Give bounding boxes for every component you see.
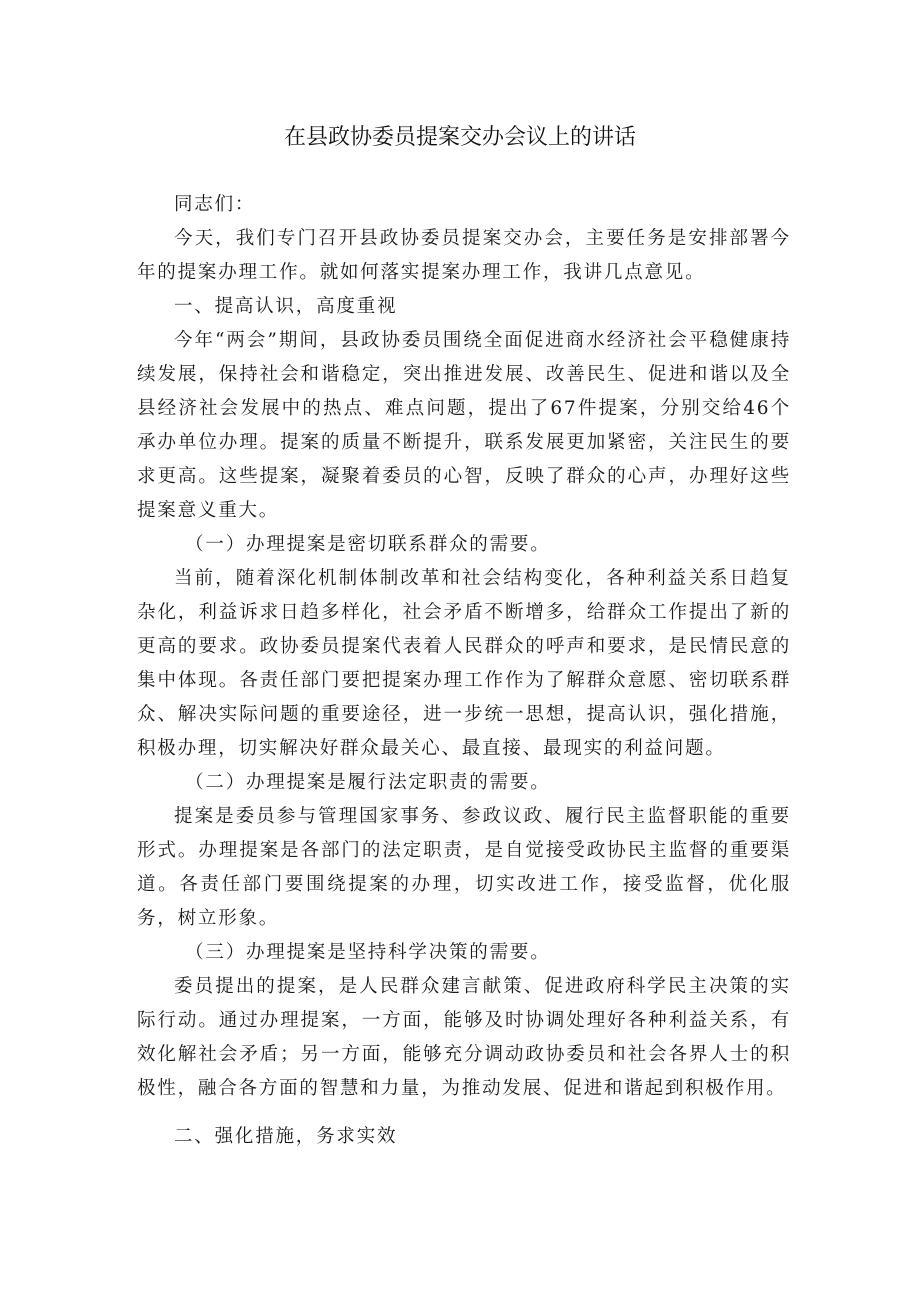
- paragraph-subheading-3: 委员提出的提案，是人民群众建言献策、促进政府科学民主决策的实际行动。通过办理提案，一方面，能够及时协调处理好各种利益关系，有效化解社会矛盾；另一方面，能够充分调动政协委员和社会各界人士的积极性，融合各方面的智慧和力量，为推动发展、促进和谐起到积极作用。: [137, 976, 791, 1099]
- document-body: [137, 188, 791, 1154]
- subheading-3: （三）办理提案是坚持科学决策的需要。: [185, 942, 551, 963]
- paragraph-subheading-2: 提案是委员参与管理国家事务、参政议政、履行民主监督职能的重要形式。办理提案是各部门的法定职责，是自觉接受政协民主监督的重要渠道。各责任部门要围绕提案的办理，切实改进工作，接受监督，优化服务，树立形象。: [137, 806, 791, 929]
- subheading-2: （二）办理提案是履行法定职责的需要。: [185, 772, 551, 793]
- document-title: 在县政协委员提案交办会议上的讲话: [283, 125, 636, 150]
- paragraph-intro: 今天，我们专门召开县政协委员提案交办会，主要任务是安排部署今年的提案办理工作。就如何落实提案办理工作，我讲几点意见。: [137, 228, 791, 283]
- salutation: 同志们：: [174, 194, 256, 215]
- subheading-1: （一）办理提案是密切联系群众的需要。: [185, 534, 551, 555]
- section-heading-2: 二、强化措施，务求实效: [174, 1126, 398, 1147]
- paragraph-subheading-1: 当前，随着深化机制体制改革和社会结构变化，各种利益关系日趋复杂化，利益诉求日趋多样化，社会矛盾不断增多，给群众工作提出了新的更高的要求。政协委员提案代表着人民群众的呼声和要求，是民情民意的集中体现。各责任部门要把提案办理工作作为了解群众意愿、密切联系群众、解决实际问题的重要途径，进一步统一思想，提高认识，强化措施，积极办理，切实解决好群众最关心、最直接、最现实的利益问题。: [137, 568, 791, 759]
- section-heading-1: 一、提高认识，高度重视: [174, 296, 398, 317]
- paragraph-background: 今年“两会”期间，县政协委员围绕全面促进商水经济社会平稳健康持续发展，保持社会和谐稳定，突出推进发展、改善民生、促进和谐以及全县经济社会发展中的热点、难点问题，提出了67件提案，分别交给46个承办单位办理。提案的质量不断提升，联系发展更加紧密，关注民生的要求更高。这些提案，凝聚着委员的心智，反映了群众的心声，办理好这些提案意义重大。: [137, 330, 791, 521]
